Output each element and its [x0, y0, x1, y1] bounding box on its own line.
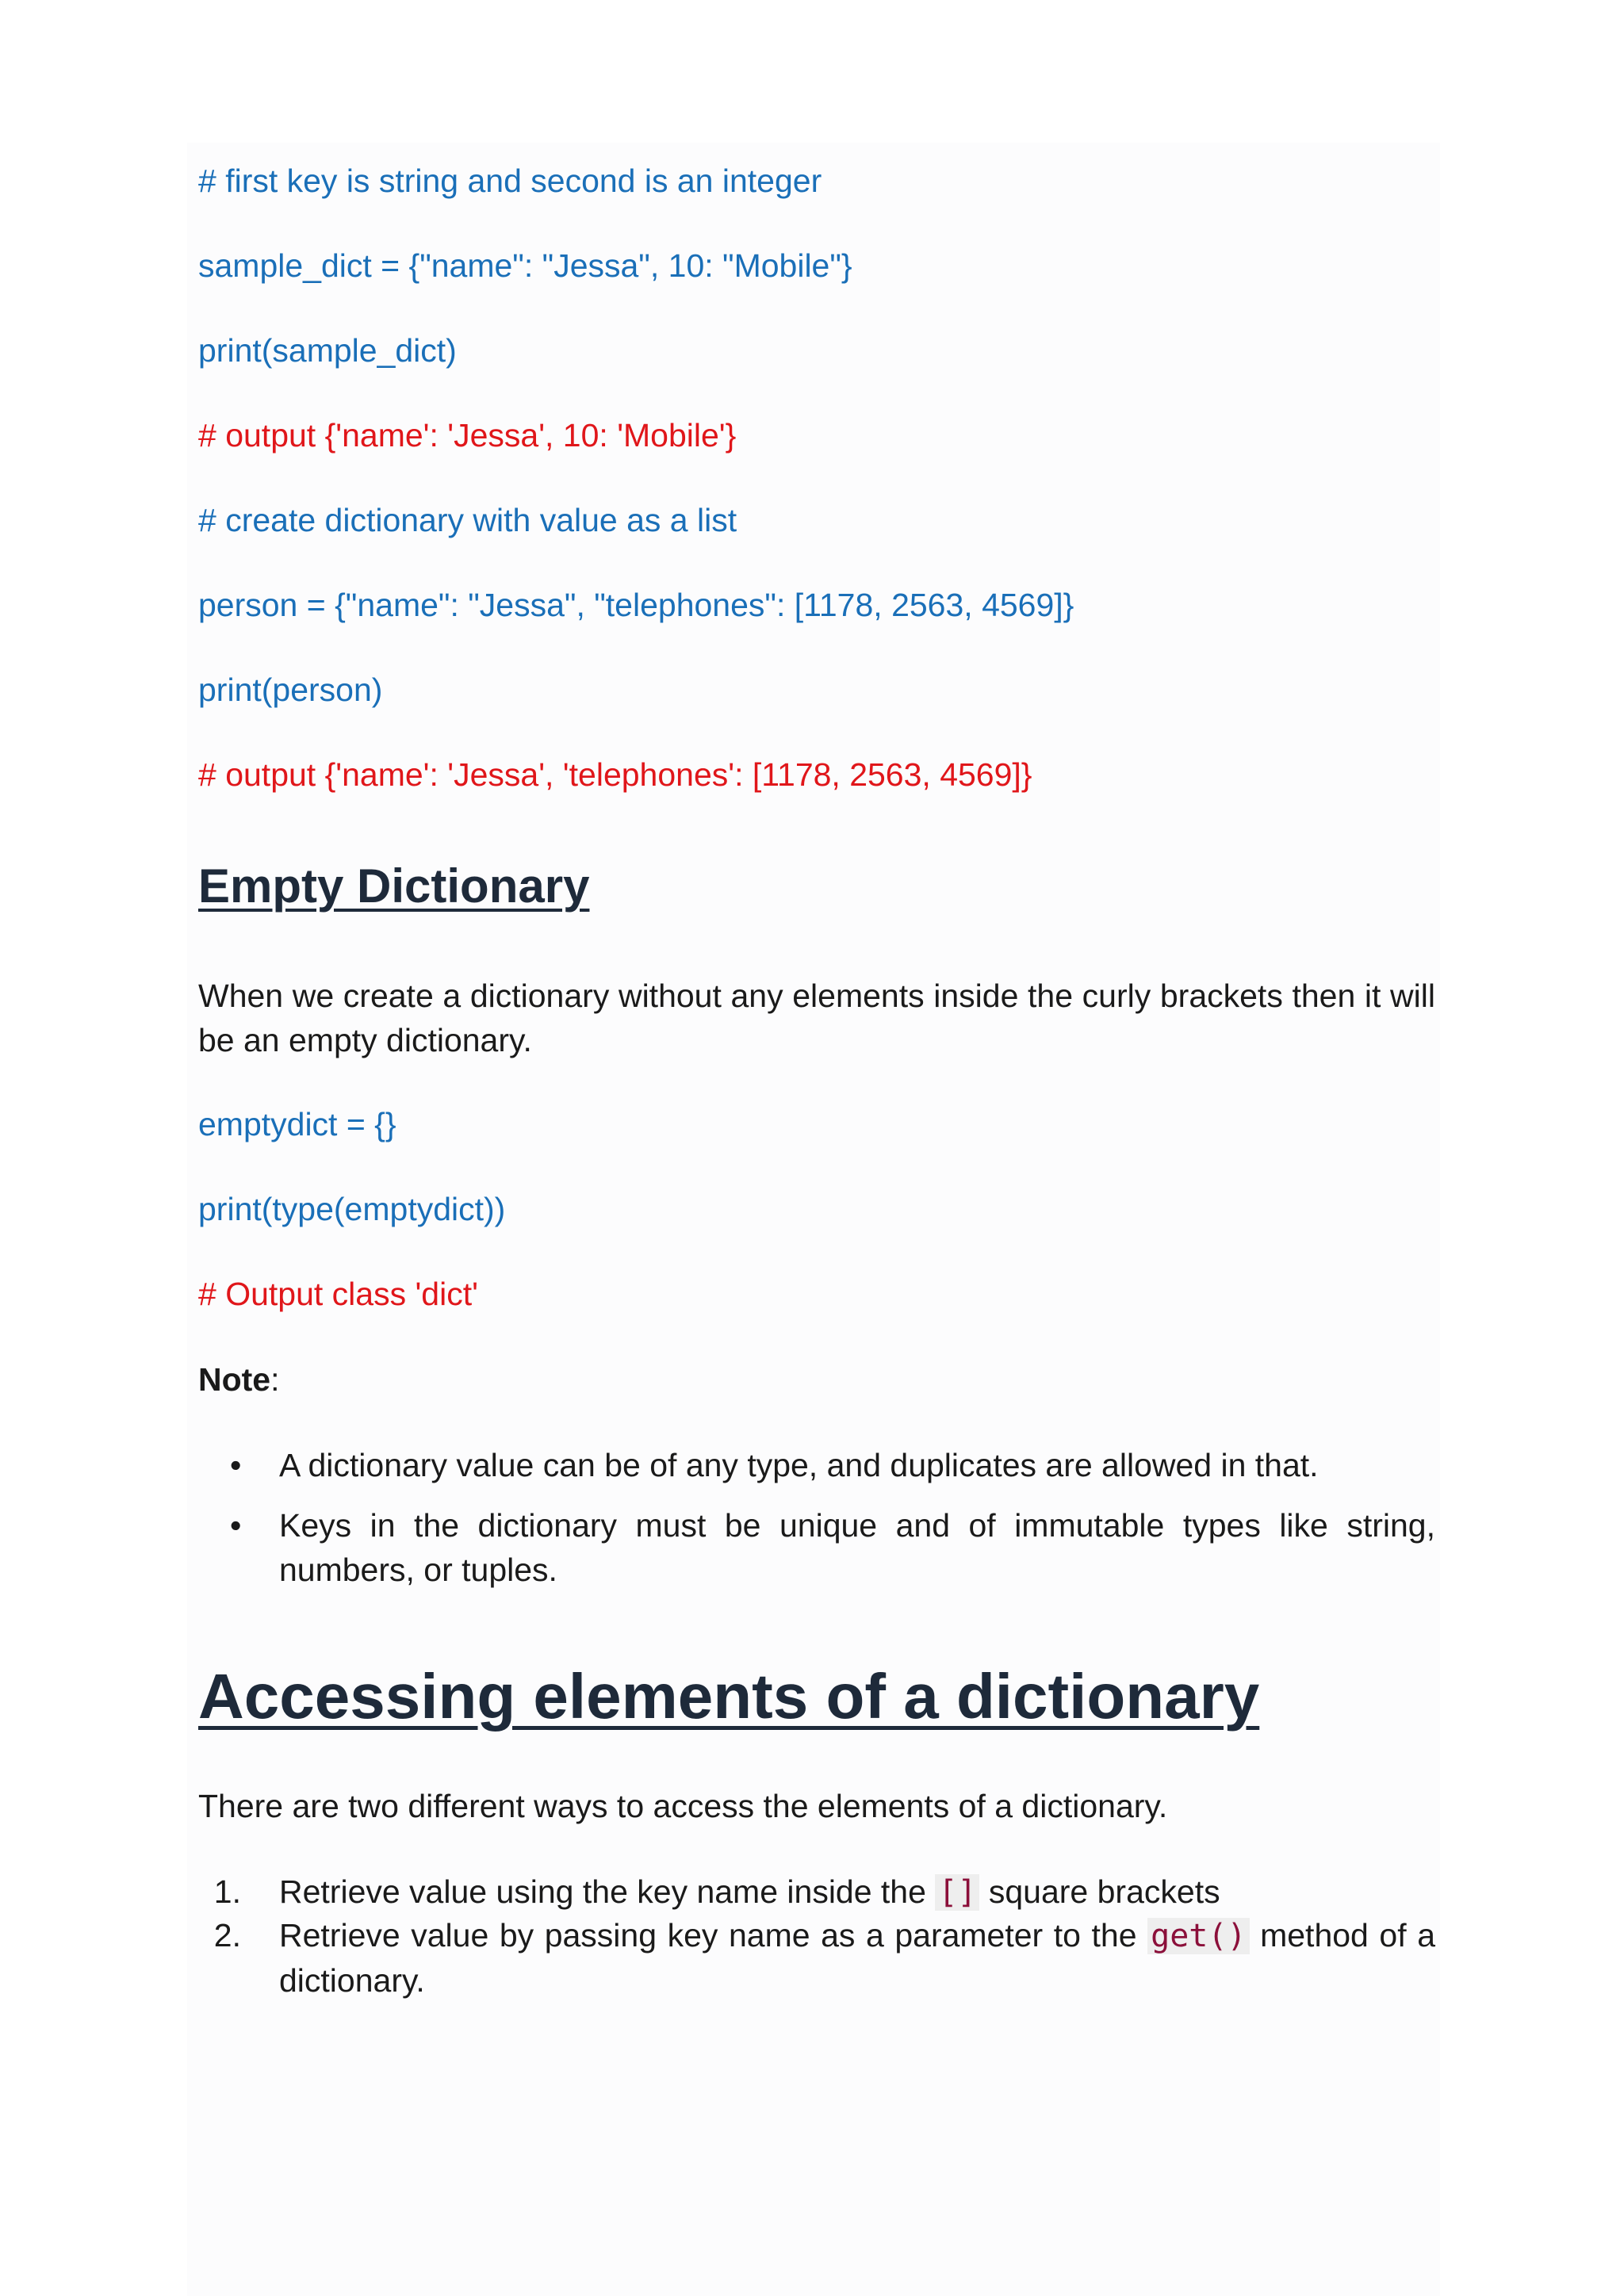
numbered-item [198, 1913, 1435, 2003]
output-line: # Output class 'dict' [198, 1276, 478, 1312]
inline-code: get() [1147, 1918, 1249, 1954]
item-text-after: method of a dictionary. [279, 1917, 1435, 1999]
section-heading-accessing: Accessing elements of a dictionary [198, 1661, 1260, 1732]
code-line: print(type(emptydict)) [198, 1191, 506, 1227]
paragraph-empty-dictionary: When we create a dictionary without any elements inside the curly brackets then it will be an empty dictionary. [198, 978, 1435, 1058]
item-text [279, 1913, 1435, 2003]
bullet-text: Keys in the dictionary must be unique and of immutable types like string, numbers, or tuples. [279, 1507, 1435, 1588]
code-line: # first key is string and second is an integer [198, 163, 822, 199]
bullet-marker: • [230, 1507, 242, 1544]
item-text-before: Retrieve value by passing key name as a parameter to the [279, 1917, 1148, 1954]
bullet-text: A dictionary value can be of any type, and duplicates are allowed in that. [279, 1447, 1319, 1483]
item-number: 1. [213, 1873, 241, 1910]
code-line: emptydict = {} [198, 1106, 396, 1142]
item-text-after: square brackets [979, 1873, 1220, 1910]
item-number: 2. [213, 1917, 241, 1954]
note-label-bold: Note [198, 1361, 271, 1398]
note-label [198, 1357, 280, 1402]
code-line: print(person) [198, 672, 383, 708]
numbered-item [198, 1869, 1435, 1915]
output-line: # output {'name': 'Jessa', 10: 'Mobile'} [198, 417, 737, 453]
output-line: # output {'name': 'Jessa', 'telephones': [1178, 2563, 4569]} [198, 756, 1032, 793]
code-line: sample_dict = {"name": "Jessa", 10: "Mobile"} [198, 247, 852, 284]
code-line: # create dictionary with value as a list [198, 502, 737, 538]
section-heading-empty-dictionary: Empty Dictionary [198, 859, 590, 913]
paragraph-accessing: There are two different ways to access the elements of a dictionary. [198, 1788, 1168, 1824]
note-colon: : [270, 1361, 280, 1398]
code-line: print(sample_dict) [198, 332, 457, 369]
item-text-before: Retrieve value using the key name inside the [279, 1873, 936, 1910]
bullet-marker: • [230, 1447, 242, 1483]
item-text [279, 1869, 1435, 1915]
inline-code: [] [935, 1874, 979, 1911]
code-line: person = {"name": "Jessa", "telephones": [1178, 2563, 4569]} [198, 587, 1074, 623]
bullet-item [230, 1503, 1435, 1592]
bullet-item [230, 1443, 1435, 1487]
